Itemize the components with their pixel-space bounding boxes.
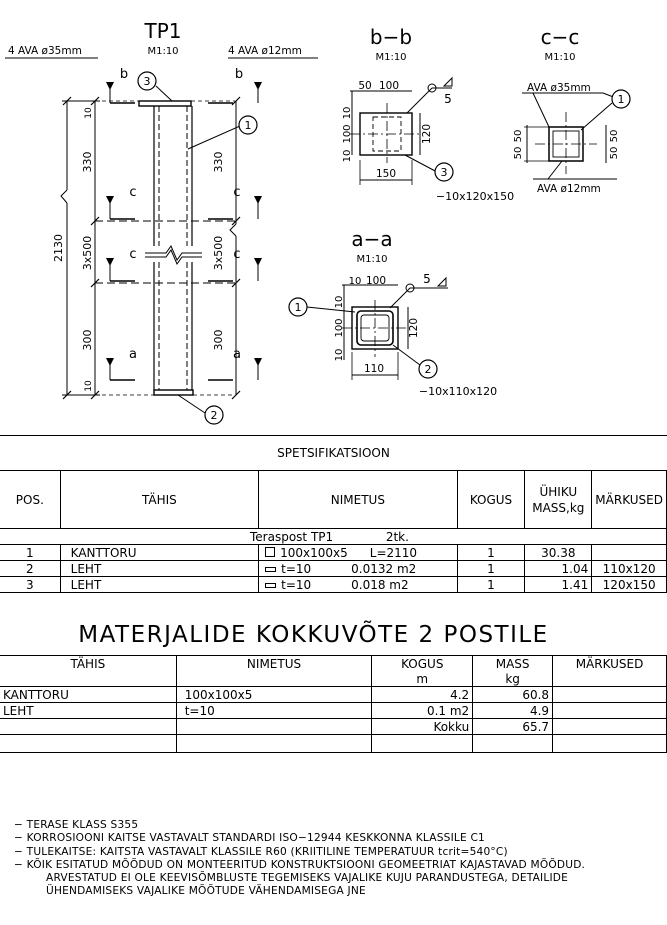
section-mark-b-right: b [234, 67, 244, 82]
summary-mass: 4.9 [473, 703, 553, 719]
plate-icon [265, 583, 276, 588]
dim-mid-right: 3x500 [212, 235, 225, 271]
section-mark-b-left: b [119, 67, 129, 82]
spec-header-nimetus: NIMETUS [259, 471, 458, 529]
spec-mass: 1.41 [525, 577, 592, 593]
aa-dim-110: 110 [363, 363, 385, 375]
callout-3-elevation: 3 [143, 75, 151, 88]
spec-extra: L=2110 [369, 545, 418, 560]
cc-section [522, 93, 617, 179]
bb-dim-left-10b: 10 [342, 106, 353, 120]
aa-plate-label: −10x110x120 [418, 385, 498, 398]
spec-note: 120x150 [592, 577, 667, 593]
cc-top-weld: AVA ø35mm [527, 82, 591, 94]
cc-dim-left-1: 50 [513, 129, 524, 143]
table-row [0, 577, 667, 593]
aa-title: a−a [351, 227, 393, 251]
summary-nimetus: t=10 [176, 703, 372, 719]
bb-weld-size: 5 [444, 92, 452, 106]
bb-dim-50: 50 [358, 80, 372, 92]
cc-callout-1: 1 [617, 93, 625, 106]
spec-profile: t=10 [281, 561, 312, 576]
summary-total-label: Kokku [372, 719, 473, 735]
aa-dim-100: 100 [365, 275, 387, 287]
summary-header-kogus: KOGUS [372, 656, 473, 672]
bb-dim-120: 120 [421, 123, 433, 145]
spec-profile: 100x100x5 [280, 545, 348, 560]
note-line: − TULEKAITSE: KAITSTA VASTAVALT KLASSILE R60 (KRIITILINE TEMPERATUUR tcrit=540°C) [14, 845, 508, 858]
bb-dim-left-100: 100 [342, 124, 353, 144]
callout-2-elevation: 2 [210, 409, 218, 422]
aa-dim-left-10b: 10 [334, 295, 345, 309]
note-line: − TERASE KLASS S355 [14, 819, 139, 831]
spec-group-qty: 2tk. [385, 529, 409, 544]
section-mark-c-right-2: c [233, 247, 241, 262]
dim-mid-left: 3x500 [81, 235, 94, 271]
plate-icon [265, 567, 276, 572]
spec-header-tahis: TÄHIS [60, 471, 258, 529]
summary-kogus: 0.1 m2 [372, 703, 473, 719]
summary-header-tahis: TÄHIS [0, 656, 176, 672]
column-drawing [0, 0, 667, 435]
summary-total-row [0, 719, 667, 735]
tp1-scale: M1:10 [147, 46, 179, 57]
summary-tahis: LEHT [0, 703, 176, 719]
spec-mass: 30.38 [525, 545, 592, 561]
spec-mass: 1.04 [525, 561, 592, 577]
spec-note [592, 545, 667, 561]
note-line: − KORROSIOONI KAITSE VASTAVALT STANDARDI ISO−12944 KESKKONNA KLASSILE C1 [14, 832, 485, 845]
bb-dim-100: 100 [378, 80, 400, 92]
summary-empty-row [0, 735, 667, 753]
left-weld-label: 4 AVA ø35mm [8, 45, 82, 57]
spec-group-row [0, 529, 667, 545]
section-mark-c-left-2: c [129, 247, 137, 262]
bb-plate-label: −10x120x150 [435, 190, 515, 203]
aa-callout-2: 2 [424, 363, 432, 376]
bb-title: b−b [369, 25, 413, 49]
dim-plate-bottom: 10 [84, 380, 94, 392]
summary-header-mass: MASS [473, 656, 553, 672]
spec-note: 110x120 [592, 561, 667, 577]
spec-kogus: 1 [457, 577, 525, 593]
summary-kogus: 4.2 [372, 687, 473, 703]
spec-kogus: 1 [457, 545, 525, 561]
dim-top-left: 330 [81, 151, 94, 173]
right-weld-label: 4 AVA ø12mm [228, 45, 302, 57]
note-line: ÜHENDAMISEKS VAJALIKE MÕÕTUDE VÄHENDAMISEGA JNE [46, 885, 366, 898]
cc-scale: M1:10 [544, 52, 576, 63]
dim-top-right: 330 [212, 151, 225, 173]
section-mark-c-right: c [233, 185, 241, 200]
aa-dim-left-100: 100 [334, 318, 345, 338]
bb-dim-150: 150 [375, 168, 397, 180]
spec-extra: 0.0132 m2 [351, 561, 417, 576]
summary-table [0, 655, 667, 753]
aa-weld-size: 5 [423, 272, 431, 286]
bb-dim-left-10: 10 [342, 149, 353, 163]
summary-unit-kogus: m [372, 671, 473, 687]
spec-profile: t=10 [281, 577, 312, 592]
dim-bot-right: 300 [212, 329, 225, 351]
cc-bottom-weld: AVA ø12mm [537, 183, 601, 195]
summary-title: MATERJALIDE KOKKUVÕTE 2 POSTILE [78, 622, 549, 648]
cc-title: c−c [540, 25, 580, 49]
spec-group-label: Teraspost TP1 [250, 529, 334, 544]
spec-extra: 0.018 m2 [351, 577, 409, 592]
section-mark-a-left: a [129, 347, 137, 362]
dim-plate-top: 10 [84, 107, 94, 119]
tp1-title: TP1 [144, 19, 182, 43]
spec-header-mass: ÜHIKU MASS,kg [525, 471, 592, 529]
spec-tahis: KANTTORU [60, 545, 258, 561]
dim-total: 2130 [52, 234, 65, 262]
cc-dim-right-1: 50 [609, 129, 620, 143]
summary-mass: 60.8 [473, 687, 553, 703]
note-line: ARVESTATUD EI OLE KEEVISÕMBLUSTE TEGEMISEKS VAJALIKE KUJU PARANDUSTEGA, DETAILIDE [46, 872, 569, 885]
spec-header-pos: POS. [0, 471, 60, 529]
callout-1-elevation: 1 [244, 119, 252, 132]
spec-title: SPETSIFIKATSIOON [277, 446, 390, 460]
summary-header-nimetus: NIMETUS [176, 656, 372, 672]
summary-total-mass: 65.7 [473, 719, 553, 735]
dim-bot-left: 300 [81, 329, 94, 351]
summary-units-row [0, 671, 667, 687]
summary-header-row [0, 656, 667, 672]
spec-header-markused: MÄRKUSED [592, 471, 667, 529]
spec-header-row [0, 471, 667, 529]
table-row [0, 687, 667, 703]
aa-callout-1: 1 [294, 301, 302, 314]
table-row [0, 545, 667, 561]
spec-pos: 3 [0, 577, 60, 593]
spec-header-kogus: KOGUS [457, 471, 525, 529]
square-icon [265, 547, 275, 557]
spec-pos: 1 [0, 545, 60, 561]
bb-scale: M1:10 [375, 52, 407, 63]
aa-dim-left-10: 10 [334, 348, 345, 362]
aa-scale: M1:10 [356, 254, 388, 265]
summary-nimetus: 100x100x5 [176, 687, 372, 703]
cc-dim-left-2: 50 [513, 146, 524, 160]
note-line: − KÕIK ESITATUD MÕÕDUD ON MONTEERITUD KONSTRUKTSIOONI GEOMEETRIAT KAJASTAVAD MÕÕDUD. [14, 858, 586, 871]
spec-tahis: LEHT [60, 561, 258, 577]
summary-header-markused: MÄRKUSED [553, 656, 667, 672]
spec-table [0, 470, 667, 593]
spec-tahis: LEHT [60, 577, 258, 593]
bb-callout-3: 3 [440, 166, 448, 179]
summary-unit-mass: kg [473, 671, 553, 687]
table-row [0, 703, 667, 719]
cc-dim-right-2: 50 [609, 146, 620, 160]
aa-dim-120: 120 [408, 317, 420, 339]
spec-pos: 2 [0, 561, 60, 577]
spec-kogus: 1 [457, 561, 525, 577]
section-mark-a-right: a [233, 347, 241, 362]
section-mark-c-left: c [129, 185, 137, 200]
table-row [0, 561, 667, 577]
general-notes [14, 819, 585, 899]
aa-dim-10: 10 [348, 276, 362, 287]
summary-tahis: KANTTORU [0, 687, 176, 703]
